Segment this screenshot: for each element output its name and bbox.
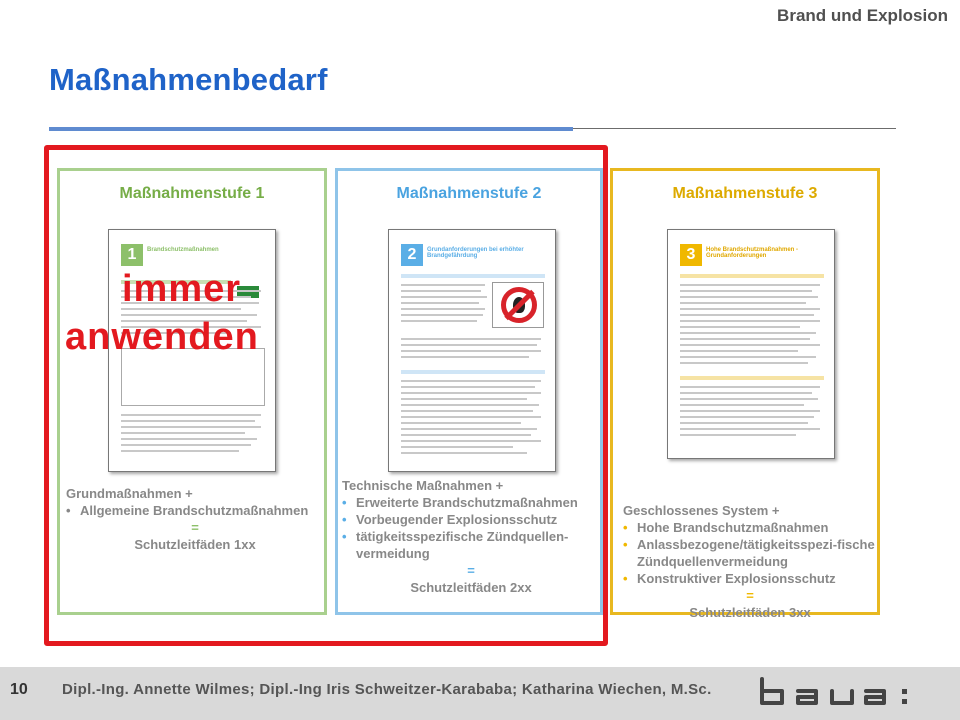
doc-text-line xyxy=(401,434,531,436)
level-2-title: Maßnahmenstufe 2 xyxy=(396,185,542,202)
doc-text-line xyxy=(401,386,535,388)
doc-text-line xyxy=(121,444,251,446)
level-3-description xyxy=(613,502,877,621)
level-3-bullet: • Anlassbezogene/tätigkeitsspezi-fische Zündquellenvermeidung xyxy=(623,536,877,570)
doc-text-line xyxy=(680,302,806,304)
topic-label: Brand und Explosion xyxy=(777,6,948,25)
doc-text-line xyxy=(680,392,812,394)
level-2-result: Schutzleitfäden 2xx xyxy=(410,580,532,595)
doc-text-line xyxy=(401,308,485,310)
author-credits: Dipl.-Ing. Annette Wilmes; Dipl.-Ing Iris Schweitzer-Karababa; Katharina Wiechen, M.Sc. xyxy=(62,681,712,698)
doc-text-line xyxy=(401,392,541,394)
level-3-result: Schutzleitfäden 3xx xyxy=(689,605,811,620)
equals-sign: = xyxy=(191,520,199,535)
doc-text-line xyxy=(401,356,529,358)
level-1-bullet: • Allgemeine Brandschutzmaßnahmen xyxy=(66,502,324,519)
level-2-panel xyxy=(335,168,603,615)
doc-text-line xyxy=(121,426,261,428)
doc-text-line xyxy=(121,432,245,434)
doc-text-line xyxy=(680,416,814,418)
equals-sign: = xyxy=(746,588,754,603)
level-3-panel xyxy=(610,168,880,620)
level-1-intro: Grundmaßnahmen + xyxy=(66,486,193,501)
equals-sign: = xyxy=(467,563,475,578)
doc-text-line xyxy=(680,284,820,286)
doc-text-line xyxy=(401,350,541,352)
doc-text-line xyxy=(401,314,483,316)
doc-text-line xyxy=(401,404,539,406)
level-2-bullet: • Erweiterte Brandschutzmaßnahmen xyxy=(342,494,600,511)
doc-text-line xyxy=(680,320,820,322)
page-number: 10 xyxy=(10,681,28,698)
level-3-title: Maßnahmenstufe 3 xyxy=(672,185,818,202)
doc-text-line xyxy=(401,428,537,430)
level-1-title: Maßnahmenstufe 1 xyxy=(119,185,265,202)
level-2-description xyxy=(338,477,600,596)
doc-text-line xyxy=(680,428,820,430)
level-3-document-thumbnail xyxy=(667,229,835,459)
doc-text-line xyxy=(401,344,537,346)
doc-text-line xyxy=(401,338,541,340)
level-2-intro: Technische Maßnahmen + xyxy=(342,478,504,493)
overlay-text-always: immer xyxy=(122,268,242,310)
divider-line xyxy=(573,128,896,129)
level-1-description xyxy=(60,485,324,553)
doc-text-line xyxy=(121,414,261,416)
doc-text-line xyxy=(680,314,814,316)
doc-text-line xyxy=(680,410,820,412)
overlay-text-apply: anwenden xyxy=(65,316,259,358)
doc-text-line xyxy=(401,446,513,448)
doc-number-badge: 1 xyxy=(121,244,143,266)
doc-text-line xyxy=(401,416,541,418)
doc-section-bar xyxy=(680,376,824,380)
doc-text-line xyxy=(401,380,541,382)
doc-text-line xyxy=(401,398,527,400)
doc-text-line xyxy=(401,452,527,454)
doc-text-line xyxy=(680,338,810,340)
level-2-bullet: • Vorbeugender Explosionsschutz xyxy=(342,511,600,528)
doc-text-line xyxy=(121,438,257,440)
doc-subtitle: Grundanforderungen bei erhöhter Brandgefährdung xyxy=(427,247,524,259)
title-underline xyxy=(49,127,573,131)
doc-text-line xyxy=(401,320,477,322)
doc-text-line xyxy=(680,332,816,334)
doc-section-bar xyxy=(680,274,824,278)
level-2-bullet: • tätigkeitsspezifische Zündquellen-vermeidung xyxy=(342,528,600,562)
doc-text-line xyxy=(680,422,808,424)
doc-text-line xyxy=(401,284,485,286)
doc-text-line xyxy=(680,326,800,328)
doc-text-line xyxy=(121,450,239,452)
doc-text-line xyxy=(401,296,487,298)
level-3-bullet: • Konstruktiver Explosionsschutz xyxy=(623,570,877,587)
doc-text-line xyxy=(680,398,818,400)
doc-section-bar xyxy=(401,370,545,374)
level-3-intro: Geschlossenes System + xyxy=(623,503,780,518)
doc-text-line xyxy=(680,290,812,292)
doc-number-badge: 3 xyxy=(680,244,702,266)
doc-text-line xyxy=(680,308,820,310)
doc-subtitle: Hohe Brandschutzmaßnahmen - Grundanforderungen xyxy=(706,247,799,259)
doc-text-line xyxy=(401,302,479,304)
doc-text-line xyxy=(401,440,541,442)
doc-text-line xyxy=(680,404,804,406)
doc-number-badge: 2 xyxy=(401,244,423,266)
doc-text-line xyxy=(680,344,820,346)
no-open-fire-icon xyxy=(492,282,544,328)
doc-text-line xyxy=(401,290,481,292)
doc-subtitle: Brandschutzmaßnahmen xyxy=(147,247,219,253)
level-2-document-thumbnail xyxy=(388,229,556,472)
level-1-result: Schutzleitfäden 1xx xyxy=(134,537,256,552)
page-title: Maßnahmenbedarf xyxy=(49,62,328,97)
doc-text-line xyxy=(401,410,533,412)
doc-text-line xyxy=(680,386,820,388)
doc-text-line xyxy=(680,296,818,298)
doc-text-line xyxy=(680,434,796,436)
doc-text-line xyxy=(680,356,816,358)
footer-bar xyxy=(0,667,960,720)
doc-text-line xyxy=(121,420,255,422)
baua-logo xyxy=(758,677,914,707)
level-1-panel xyxy=(57,168,327,615)
doc-text-line xyxy=(680,362,808,364)
doc-text-line xyxy=(680,350,798,352)
doc-text-line xyxy=(401,422,521,424)
level-3-bullet: • Hohe Brandschutzmaßnahmen xyxy=(623,519,877,536)
doc-section-bar xyxy=(401,274,545,278)
